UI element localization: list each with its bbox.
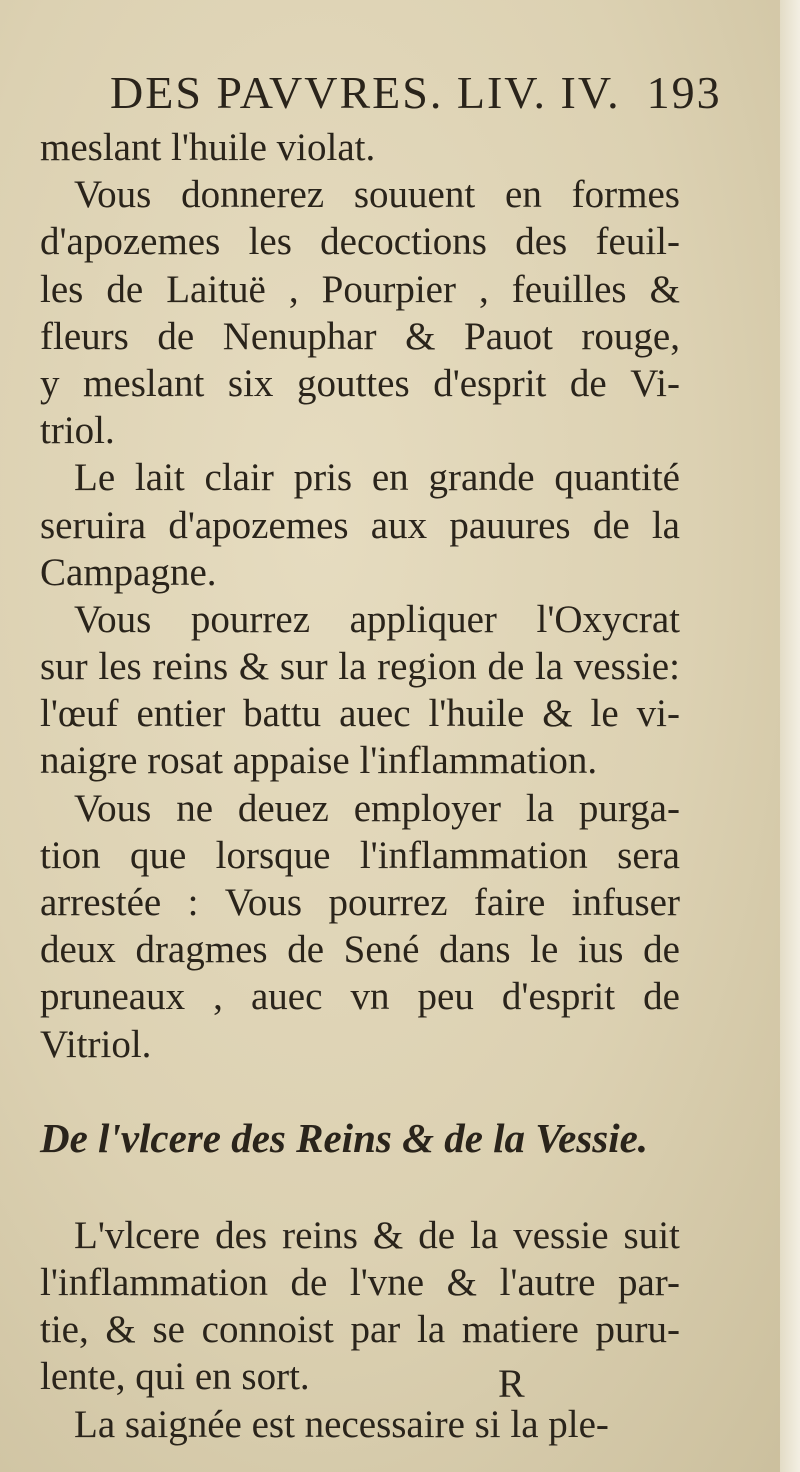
text-line: l'inflammation de l'vne & l'autre par-	[40, 1260, 680, 1304]
text-block	[40, 62, 722, 1448]
text-line: naigre rosat appaise l'inflammation.	[40, 739, 598, 783]
text-line: triol.	[40, 409, 115, 453]
text-line: d'apozemes les decoctions des feuil-	[40, 220, 680, 264]
text-line: seruira d'apozemes aux pauures de la	[40, 503, 680, 547]
page-edge	[780, 0, 800, 1472]
text-line: tion que lorsque l'inflammation sera	[40, 833, 680, 877]
paragraph	[40, 785, 680, 1068]
paragraph	[40, 596, 680, 785]
text-line: Campagne.	[40, 550, 217, 594]
text-line: y meslant six gouttes d'esprit de Vi-	[40, 361, 680, 405]
text-line: sur les reins & sur la region de la vessie:	[40, 645, 680, 689]
body-text	[40, 124, 680, 1068]
paragraph	[40, 124, 680, 171]
text-line: l'œuf entier battu auec l'huile & le vi-	[40, 692, 680, 736]
paragraph	[40, 1212, 680, 1401]
paragraph	[40, 1401, 680, 1448]
text-line: Vous pourrez appliquer l'Oxycrat	[74, 597, 680, 641]
signature-mark: R	[498, 1361, 525, 1406]
body-text-continued	[40, 1212, 680, 1448]
running-head	[110, 62, 722, 124]
text-line: arrestée : Vous pourrez faire infuser	[40, 881, 680, 924]
text-line: meslant l'huile violat.	[40, 126, 376, 169]
text-line: pruneaux , auec vn peu d'esprit de	[40, 975, 680, 1019]
section-heading: De l'vlcere des Reins & de la Vessie.	[40, 1114, 649, 1161]
text-line: Vous ne deuez employer la purga-	[74, 786, 680, 830]
text-line: lente, qui en sort.	[40, 1355, 310, 1399]
text-line: La saignée est necessaire si la ple-	[74, 1402, 609, 1446]
text-line: Le lait clair pris en grande quantité	[74, 456, 680, 500]
running-head-title: DES PAVVRES. LIV. IV.	[110, 67, 621, 118]
paragraph	[40, 454, 680, 596]
paragraph	[40, 171, 680, 454]
page-number: 193	[646, 67, 722, 118]
text-line: fleurs de Nenuphar & Pauot rouge,	[40, 314, 680, 358]
text-line: tie, & se connoist par la matiere puru-	[40, 1308, 680, 1352]
text-line: Vitriol.	[40, 1022, 152, 1066]
text-line: deux dragmes de Sené dans le ius de	[40, 928, 680, 972]
text-line: L'vlcere des reins & de la vessie suit	[74, 1213, 680, 1257]
text-line: Vous donnerez souuent en formes	[74, 173, 680, 217]
text-line: les de Laituë , Pourpier , feuilles &	[40, 267, 680, 311]
